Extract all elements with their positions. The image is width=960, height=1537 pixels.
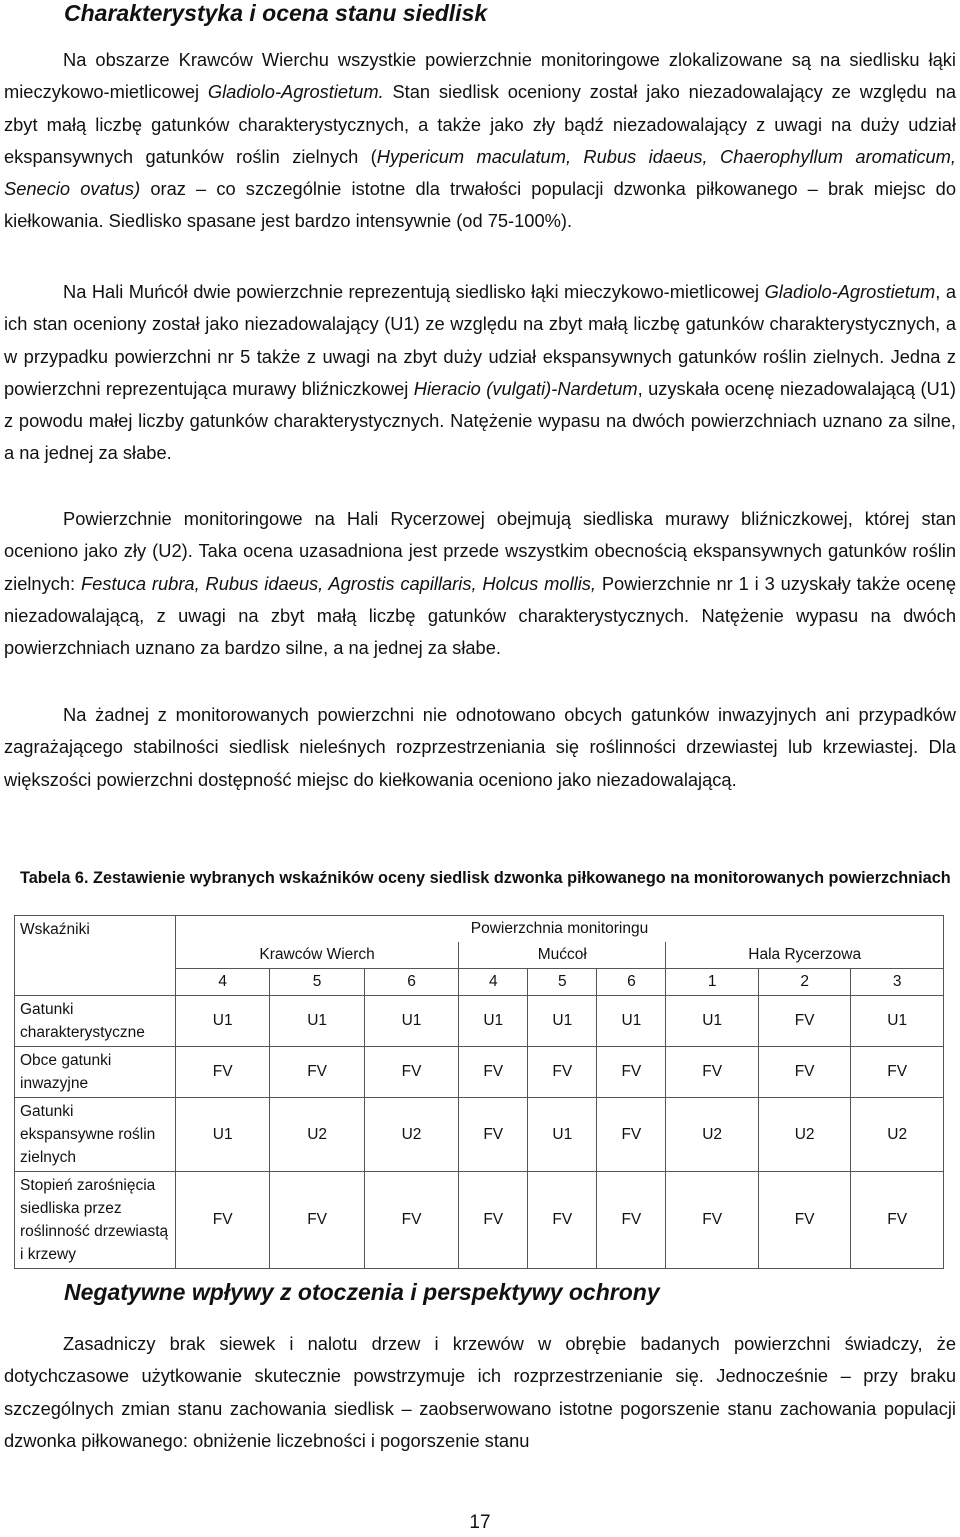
plot-number-cell: 5 <box>528 969 597 996</box>
text-run: Na żadnej z monitorowanych powierzchni nie odnotowano obcych gatunków inwazyjnych ani przypadków zagrażającego stabilności siedlisk nieleśnych rozprzestrzeniania się roślinności drzewiastej lub krzewiastej. Dla większości powierzchni dostępność miejsc do kiełkowania oceniono jako niezadowalającą. <box>4 704 956 790</box>
assessment-cell: FV <box>459 1098 528 1172</box>
plot-number-cell: 6 <box>364 969 458 996</box>
paragraph-hala-muncol <box>4 276 956 470</box>
assessment-cell: FV <box>851 1172 944 1269</box>
assessment-cell: FV <box>176 1047 270 1098</box>
section-heading-negative-impacts: Negatywne wpływy z otoczenia i perspektywy ochrony <box>64 1279 660 1305</box>
italic-text-run: Festuca rubra, Rubus idaeus, Agrostis capillaris, Holcus mollis, <box>81 572 596 594</box>
text-run: Powierzchnie monitoringowe na Hali Rycerzowej obejmują siedliska murawy bliźniczkowej, której stan oceniono jako zły (U2). Taka ocena uzasadniona jest przede wszystkim obecnością ekspansywnych gatunków roślin zielnych: <box>4 508 956 594</box>
assessment-cell: U1 <box>176 996 270 1047</box>
page-number: 17 <box>469 1512 491 1533</box>
assessment-cell: U2 <box>758 1098 850 1172</box>
text-run: Stan siedlisk oceniony został jako niezadowalający ze względu na zbyt małą liczbę gatunków charakterystycznych, a także jako zły bądź niezadowalający z uwagi na duży udział ekspansywnych gatunków roślin zielnych ( <box>4 81 956 167</box>
assessment-cell: U2 <box>851 1098 944 1172</box>
italic-text-run: Hieracio (vulgati)-Nardetum <box>413 377 638 399</box>
assessment-cell: FV <box>364 1047 458 1098</box>
assessment-cell: FV <box>597 1172 666 1269</box>
plot-number-cell: 6 <box>597 969 666 996</box>
table-row <box>15 996 944 1047</box>
assessment-cell: U1 <box>666 996 758 1047</box>
assessment-cell: U2 <box>364 1098 458 1172</box>
text-run: Na Hali Muńcół dwie powierzchnie reprezentują siedlisko łąki mieczykowo-mietlicowej <box>63 281 765 302</box>
assessment-cell: U1 <box>176 1098 270 1172</box>
text-run: , a ich stan oceniony został jako niezadowalający (U1) ze względu na zbyt małą liczbę gatunków charakterystycznych, a w przypadku powierzchni nr 5 także z uwagi na zbyt duży udział ekspansywnych gatunków roślin zielnych. Jedna z powierzchni reprezentująca murawy bliźniczkowej <box>4 281 957 399</box>
assessment-cell: FV <box>597 1098 666 1172</box>
assessment-cell: U1 <box>597 996 666 1047</box>
assessment-cell: U1 <box>528 1098 597 1172</box>
assessment-cell: FV <box>528 1047 597 1098</box>
assessment-cell: FV <box>459 1172 528 1269</box>
assessment-cell: U1 <box>459 996 528 1047</box>
indicators-table-body <box>15 916 944 1269</box>
plot-number-cell: 5 <box>270 969 364 996</box>
table-caption: Tabela 6. Zestawienie wybranych wskaźników oceny siedlisk dzwonka piłkowanego na monitorowanych powierzchniach <box>20 869 951 887</box>
text-run: oraz – co szczególnie istotne dla trwałości populacji dzwonka piłkowanego – brak miejsc do kiełkowania. Siedlisko spasane jest bardzo intensywnie (od 75-100%). <box>4 178 956 232</box>
assessment-cell: U2 <box>666 1098 758 1172</box>
assessment-cell: U1 <box>364 996 458 1047</box>
assessment-cell: FV <box>528 1172 597 1269</box>
assessment-cell: FV <box>270 1172 364 1269</box>
assessment-cell: FV <box>270 1047 364 1098</box>
italic-text-run: Gladiolo-Agrostietum. <box>207 81 384 103</box>
assessment-cell: U1 <box>270 996 364 1047</box>
assessment-cell: FV <box>176 1172 270 1269</box>
table-header-row <box>15 916 944 943</box>
assessment-cell: FV <box>459 1047 528 1098</box>
text-run: Powierzchnie nr 1 i 3 uzyskały także ocenę niezadowalającą, z uwagi na zbyt małą liczbę gatunków charakterystycznych. Natężenie wypasu na dwóch powierzchniach uznano za bardzo silne, a na jednej za słabe. <box>4 572 956 659</box>
indicators-table <box>14 915 944 1269</box>
assessment-cell: FV <box>758 1172 850 1269</box>
plot-number-cell: 4 <box>176 969 270 996</box>
table-row <box>15 1172 944 1269</box>
site-header-muncol: Mućcoł <box>459 942 666 969</box>
monitoring-plot-header: Powierzchnia monitoringu <box>176 916 944 943</box>
section-heading-habitat-assessment: Charakterystyka i ocena stanu siedlisk <box>64 0 488 26</box>
assessment-cell: FV <box>758 996 850 1047</box>
indicator-label: Gatunki ekspansywne roślin zielnych <box>15 1098 176 1172</box>
indicator-label: Stopień zarośnięcia siedliska przez roślinność drzewiastą i krzewy <box>15 1172 176 1269</box>
assessment-cell: U2 <box>270 1098 364 1172</box>
assessment-cell: FV <box>597 1047 666 1098</box>
assessment-cell: FV <box>666 1172 758 1269</box>
assessment-cell: FV <box>851 1047 944 1098</box>
indicators-column-header: Wskaźniki <box>15 916 176 996</box>
assessment-cell: FV <box>666 1047 758 1098</box>
table-row <box>15 1047 944 1098</box>
indicator-label: Gatunki charakterystyczne <box>15 996 176 1047</box>
site-header-hala-rycerzowa: Hala Rycerzowa <box>666 942 944 969</box>
text-run: Zasadniczy brak siewek i nalotu drzew i krzewów w obrębie badanych powierzchni świadczy, że dotychczasowe użytkowanie skutecznie powstrzymuje ich rozprzestrzenianie się. Jednocześnie – przy braku szczególnych zmian stanu zachowania siedlisk – zaobserwowano istotne pogorszenie stanu zachowania populacji dzwonka piłkowanego: obniżenie liczebności i pogorszenie stanu <box>4 1333 956 1451</box>
plot-number-cell: 4 <box>459 969 528 996</box>
italic-text-run: Gladiolo-Agrostietum <box>764 281 936 302</box>
paragraph-negative-impacts <box>4 1328 956 1457</box>
table-row <box>15 1098 944 1172</box>
plot-number-cell: 1 <box>666 969 758 996</box>
text-run: , uzyskała ocenę niezadowalającą (U1) z powodu małej liczby gatunków charakterystycznych. Natężenie wypasu na dwóch powierzchniach uznano za silne, a na jednej za słabe. <box>4 377 956 464</box>
assessment-cell: U1 <box>851 996 944 1047</box>
plot-number-cell: 2 <box>758 969 850 996</box>
indicator-label: Obce gatunki inwazyjne <box>15 1047 176 1098</box>
paragraph-hala-rycerzowa <box>4 503 956 664</box>
text-run: Na obszarze Krawców Wierchu wszystkie powierzchnie monitoringowe zlokalizowane są na siedlisku łąki mieczykowo-mietlicowej <box>4 49 956 103</box>
paragraph-krawcow-wierch <box>4 44 956 238</box>
site-header-krawcow-wierch: Krawców Wierch <box>176 942 459 969</box>
paragraph-invasive-species <box>4 699 956 796</box>
assessment-cell: FV <box>364 1172 458 1269</box>
assessment-cell: U1 <box>528 996 597 1047</box>
plot-number-cell: 3 <box>851 969 944 996</box>
italic-text-run: Hypericum maculatum, Rubus idaeus, Chaerophyllum aromaticum, Senecio ovatus) <box>4 145 956 200</box>
assessment-cell: FV <box>758 1047 850 1098</box>
